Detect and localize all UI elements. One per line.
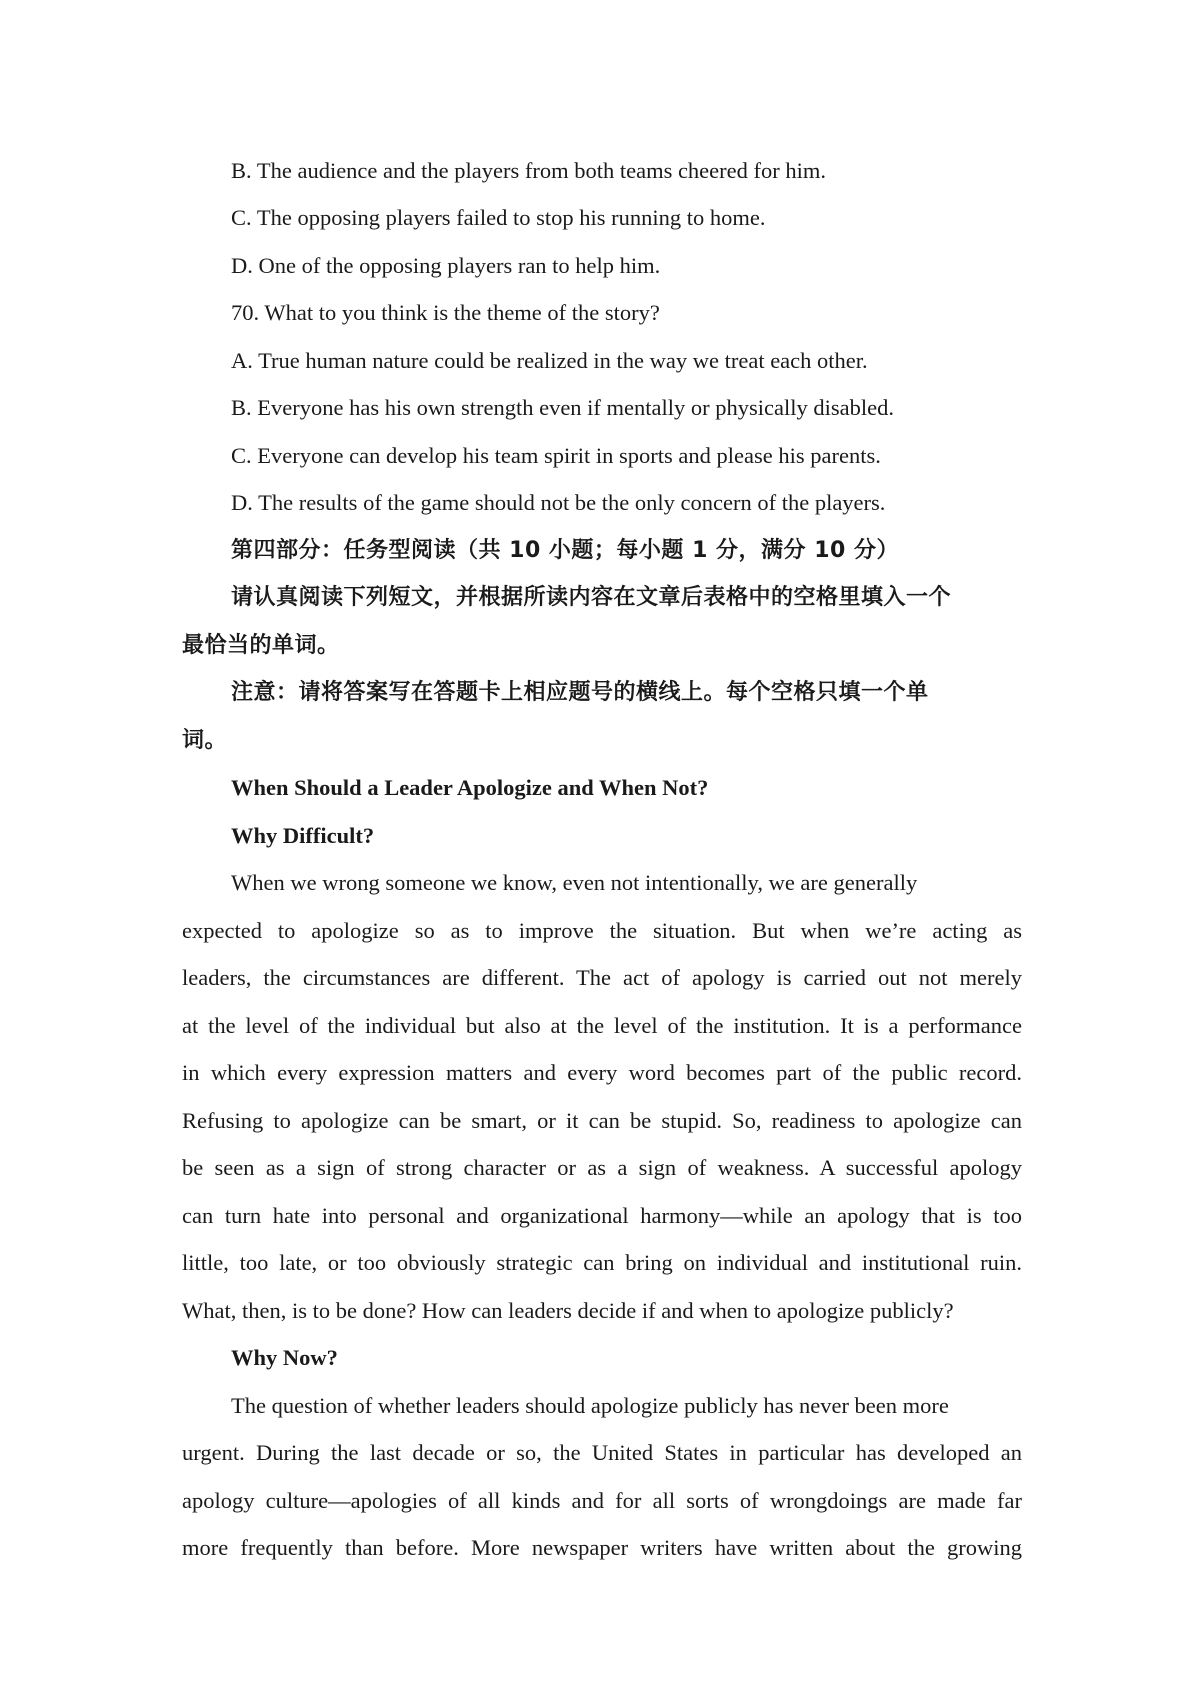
paragraph-line: at the level of the individual but also at the level of the institution. It is a performance [182, 1013, 1022, 1038]
paragraph-line: Refusing to apologize can be smart, or it can be stupid. So, readiness to apologize can [182, 1108, 1022, 1133]
paragraph-line: What, then, is to be done? How can leaders decide if and when to apologize publicly? [182, 1298, 954, 1323]
q70-option-d: D. The results of the game should not be the only concern of the players. [231, 490, 886, 515]
paragraph-line: be seen as a sign of strong character or as a sign of weakness. A successful apology [182, 1155, 1022, 1180]
section-heading-why-now: Why Now? [231, 1345, 338, 1370]
article-title: When Should a Leader Apologize and When Not? [231, 775, 709, 800]
paragraph-line: The question of whether leaders should apologize publicly has never been more [231, 1393, 949, 1418]
section-heading-why-difficult: Why Difficult? [231, 823, 375, 848]
q70-option-a: A. True human nature could be realized in the way we treat each other. [231, 348, 868, 373]
section4-note-line2: 词。 [182, 728, 228, 753]
section4-note-line1: 注意：请将答案写在答题卡上相应题号的横线上。每个空格只填一个单 [231, 680, 929, 705]
paragraph-line: little, too late, or too obviously strategic can bring on individual and institutional ruin. [182, 1250, 1022, 1275]
section4-instruction-line1: 请认真阅读下列短文，并根据所读内容在文章后表格中的空格里填入一个 [231, 585, 952, 610]
q70-option-c: C. Everyone can develop his team spirit in sports and please his parents. [231, 443, 881, 468]
paragraph-line: leaders, the circumstances are different. The act of apology is carried out not merely [182, 965, 1022, 990]
paragraph-line: in which every expression matters and every word becomes part of the public record. [182, 1060, 1022, 1085]
paragraph-line: urgent. During the last decade or so, the United States in particular has developed an [182, 1440, 1022, 1465]
paragraph-line: more frequently than before. More newspaper writers have written about the growing [182, 1535, 1022, 1560]
paragraph-line: expected to apologize so as to improve the situation. But when we’re acting as [182, 918, 1022, 943]
paragraph-line: can turn hate into personal and organizational harmony—while an apology that is too [182, 1203, 1022, 1228]
section4-heading: 第四部分：任务型阅读（共 10 小题；每小题 1 分，满分 10 分） [231, 538, 899, 563]
section4-instruction-line2: 最恰当的单词。 [182, 633, 340, 658]
q69-option-c: C. The opposing players failed to stop his running to home. [231, 205, 766, 230]
q70-option-b: B. Everyone has his own strength even if mentally or physically disabled. [231, 395, 894, 420]
q69-option-d: D. One of the opposing players ran to help him. [231, 253, 661, 278]
q70-question: 70. What to you think is the theme of the story? [231, 300, 660, 325]
q69-option-b: B. The audience and the players from both teams cheered for him. [231, 158, 826, 183]
paragraph-line: When we wrong someone we know, even not intentionally, we are generally [231, 870, 918, 895]
paragraph-line: apology culture—apologies of all kinds and for all sorts of wrongdoings are made far [182, 1488, 1022, 1513]
